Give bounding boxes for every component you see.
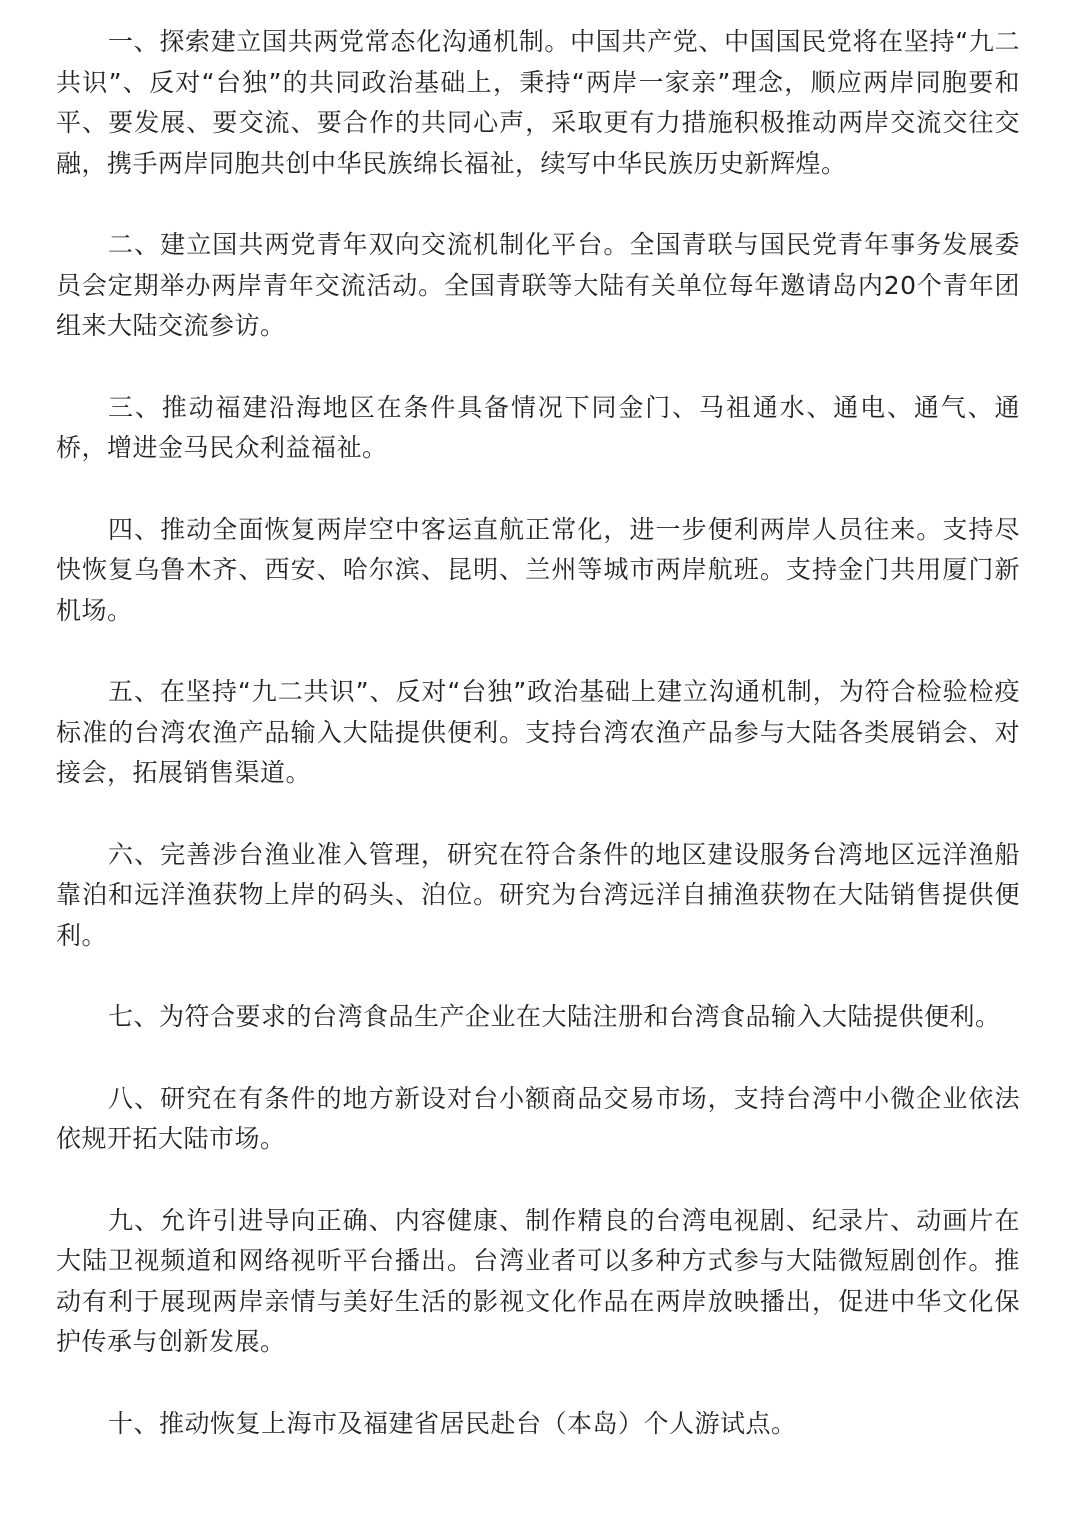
article-body	[56, 22, 1020, 1444]
paragraph-7: 七、为符合要求的台湾食品生产企业在大陆注册和台湾食品输入大陆提供便利。	[108, 1002, 1001, 1031]
paragraph-1: 一、探索建立国共两党常态化沟通机制。中国共产党、中国国民党将在坚持“九二共识”、反对“台独”的共同政治基础上，秉持“两岸一家亲”理念，顺应两岸同胞要和平、要发展、要交流、要合作的共同心声，采取更有力措施积极推动两岸交流交往交融，携手两岸同胞共创中华民族绵长福祉，续写中华民族历史新辉煌。	[56, 27, 1020, 178]
paragraph-9: 九、允许引进导向正确、内容健康、制作精良的台湾电视剧、纪录片、动画片在大陆卫视频道和网络视听平台播出。台湾业者可以多种方式参与大陆微短剧创作。推动有利于展现两岸亲情与美好生活的影视文化作品在两岸放映播出，促进中华文化保护传承与创新发展。	[56, 1205, 1020, 1356]
paragraph-4: 四、推动全面恢复两岸空中客运直航正常化，进一步便利两岸人员往来。支持尽快恢复乌鲁木齐、西安、哈尔滨、昆明、兰州等城市两岸航班。支持金门共用厦门新机场。	[56, 514, 1020, 625]
paragraph-10: 十、推动恢复上海市及福建省居民赴台（本岛）个人游试点。	[108, 1408, 797, 1438]
paragraph-3: 三、推动福建沿海地区在条件具备情况下同金门、马祖通水、通电、通气、通桥，增进金马民众利益福祉。	[56, 392, 1020, 462]
paragraph-2: 二、建立国共两党青年双向交流机制化平台。全国青联与国民党青年事务发展委员会定期举办两岸青年交流活动。全国青联等大陆有关单位每年邀请岛内20个青年团组来大陆交流参访。	[56, 230, 1020, 340]
paragraph-5: 五、在坚持“九二共识”、反对“台独”政治基础上建立沟通机制，为符合检验检疫标准的台湾农渔产品输入大陆提供便利。支持台湾农渔产品参与大陆各类展销会、对接会，拓展销售渠道。	[56, 677, 1020, 787]
paragraph-6: 六、完善涉台渔业准入管理，研究在符合条件的地区建设服务台湾地区远洋渔船靠泊和远洋渔获物上岸的码头、泊位。研究为台湾远洋自捕渔获物在大陆销售提供便利。	[56, 839, 1020, 950]
paragraph-8: 八、研究在有条件的地方新设对台小额商品交易市场，支持台湾中小微企业依法依规开拓大陆市场。	[56, 1083, 1020, 1153]
